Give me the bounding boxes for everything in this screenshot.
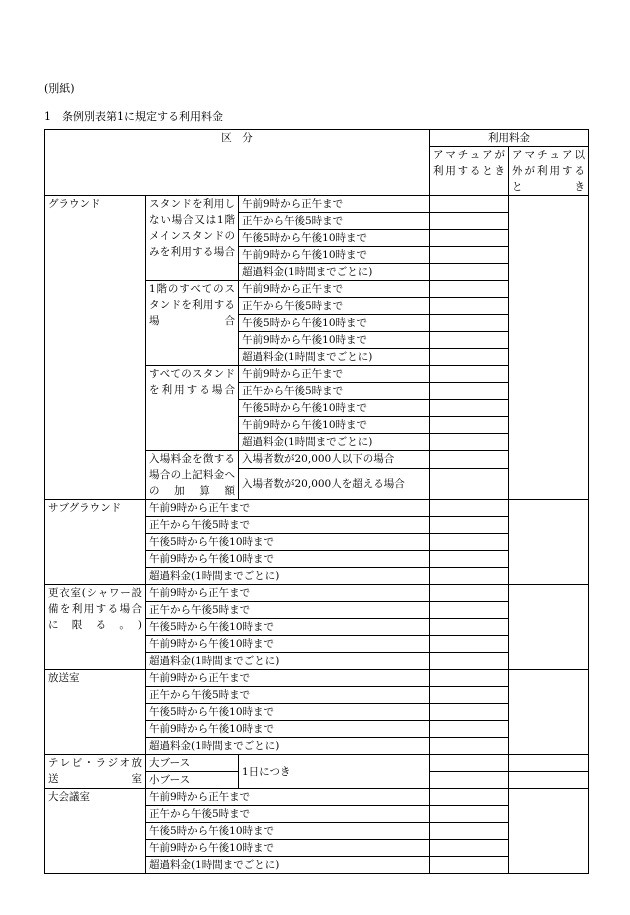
fee-cell (430, 230, 509, 247)
time-slot: 超過料金(1時間までごとに) (146, 653, 430, 670)
time-slot: 午後5時から午後10時まで (146, 704, 430, 721)
time-slot: 午前9時から午後10時まで (239, 332, 430, 349)
fee-cell (430, 670, 509, 687)
time-slot: 正午から午後5時まで (146, 602, 430, 619)
fee-cell (430, 857, 509, 874)
fee-cell (509, 670, 589, 755)
time-slot: 正午から午後5時まで (146, 806, 430, 823)
fee-cell (430, 687, 509, 704)
fee-cell (430, 568, 509, 585)
time-slot: 超過料金(1時間までごとに) (239, 434, 430, 451)
fee-cell (430, 755, 509, 772)
section-number: 1 (44, 110, 51, 123)
time-slot: 午前9時から午後10時まで (146, 551, 430, 568)
time-slot: 正午から午後5時まで (239, 213, 430, 230)
header-amateur: アマチュアが利用するとき (430, 147, 509, 196)
fee-cell (430, 500, 509, 517)
section-heading (44, 108, 223, 124)
time-slot: 正午から午後5時まで (146, 517, 430, 534)
section-title: 条例別表第1に規定する利用料金 (62, 110, 223, 123)
per-day: 1日につき (239, 755, 430, 789)
time-slot: 正午から午後5時まで (239, 298, 430, 315)
fee-cell (430, 349, 509, 366)
annex-note: (別紙) (44, 82, 75, 95)
fee-cell (430, 264, 509, 281)
fee-cell (430, 417, 509, 434)
fee-cell (430, 400, 509, 417)
fee-cell (430, 366, 509, 383)
fee-cell (430, 840, 509, 857)
fee-cell (430, 721, 509, 738)
fee-cell (430, 383, 509, 400)
entry-condition: 入場者数が20,000人を超える場合 (239, 468, 430, 499)
time-slot: 午後5時から午後10時まで (146, 534, 430, 551)
fee-cell (430, 332, 509, 349)
time-slot: 超過料金(1時間までごとに) (146, 857, 430, 874)
fee-cell (509, 755, 589, 772)
fee-cell (430, 451, 509, 469)
time-slot: 午後5時から午後10時まで (239, 315, 430, 332)
fee-cell (430, 619, 509, 636)
time-slot: 午前9時から午後10時まで (239, 417, 430, 434)
fee-cell (430, 789, 509, 806)
time-slot: 正午から午後5時まで (146, 687, 430, 704)
time-slot: 午前9時から正午まで (239, 196, 430, 213)
time-slot: 午前9時から正午まで (239, 281, 430, 298)
header-riyo-ryokin: 利用料金 (430, 130, 589, 147)
booth-small: 小ブース (146, 772, 239, 789)
fee-table (44, 129, 589, 874)
time-slot: 午前9時から午後10時まで (146, 721, 430, 738)
fee-cell (430, 738, 509, 755)
fee-cell (430, 585, 509, 602)
fee-cell (430, 468, 509, 499)
time-slot: 午前9時から午後10時まで (146, 840, 430, 857)
fee-cell (430, 247, 509, 264)
time-slot: 午後5時から午後10時まで (239, 400, 430, 417)
fee-cell (430, 772, 509, 789)
ground-sub-first-floor: 1階のすべてのスタンドを利用する場合 (146, 281, 239, 366)
fee-cell (430, 434, 509, 451)
fee-cell (430, 517, 509, 534)
booth-large: 大ブース (146, 755, 239, 772)
time-slot: 午前9時から正午まで (146, 500, 430, 517)
category-conference: 大会議室 (45, 789, 146, 874)
time-slot: 超過料金(1時間までごとに) (146, 738, 430, 755)
header-kubun: 区 分 (45, 130, 430, 196)
fee-cell (430, 315, 509, 332)
ground-sub-all-stands: すべてのスタンドを利用する場合 (146, 366, 239, 451)
time-slot: 午前9時から正午まで (146, 585, 430, 602)
fee-cell (509, 772, 589, 789)
time-slot: 午後5時から午後10時まで (146, 619, 430, 636)
time-slot: 午前9時から正午まで (239, 366, 430, 383)
fee-cell (509, 500, 589, 585)
fee-cell (430, 281, 509, 298)
time-slot: 超過料金(1時間までごとに) (146, 568, 430, 585)
time-slot: 超過料金(1時間までごとに) (239, 264, 430, 281)
category-tv-radio: テレビ・ラジオ放送室 (45, 755, 146, 789)
time-slot: 午前9時から正午まで (146, 670, 430, 687)
fee-cell (430, 551, 509, 568)
fee-cell (430, 213, 509, 230)
fee-cell (430, 636, 509, 653)
ground-sub-no-stand: スタンドを利用しない場合又は1階メインスタンドのみを利用する場合 (146, 196, 239, 281)
fee-cell (509, 196, 589, 500)
time-slot: 正午から午後5時まで (239, 383, 430, 400)
fee-cell (509, 585, 589, 670)
category-locker: 更衣室(シャワー設備を利用する場合に限る。) (45, 585, 146, 670)
entry-condition: 入場者数が20,000人以下の場合 (239, 451, 430, 469)
fee-cell (430, 602, 509, 619)
time-slot: 午前9時から午後10時まで (239, 247, 430, 264)
fee-cell (430, 653, 509, 670)
fee-cell (430, 823, 509, 840)
time-slot: 午後5時から午後10時まで (146, 823, 430, 840)
fee-cell (430, 806, 509, 823)
time-slot: 午前9時から午後10時まで (146, 636, 430, 653)
fee-cell (430, 534, 509, 551)
category-broadcast: 放送室 (45, 670, 146, 755)
time-slot: 午後5時から午後10時まで (239, 230, 430, 247)
fee-cell (430, 298, 509, 315)
time-slot: 午前9時から正午まで (146, 789, 430, 806)
fee-cell (509, 789, 589, 874)
header-non-amateur: アマチュア以外が利用するとき (509, 147, 589, 196)
time-slot: 超過料金(1時間までごとに) (239, 349, 430, 366)
ground-sub-entry-surcharge: 入場料金を徴する場合の上記料金への加算額 (146, 451, 239, 500)
category-subground: サブグラウンド (45, 500, 146, 585)
category-ground: グラウンド (45, 196, 146, 500)
fee-cell (430, 704, 509, 721)
fee-cell (430, 196, 509, 213)
